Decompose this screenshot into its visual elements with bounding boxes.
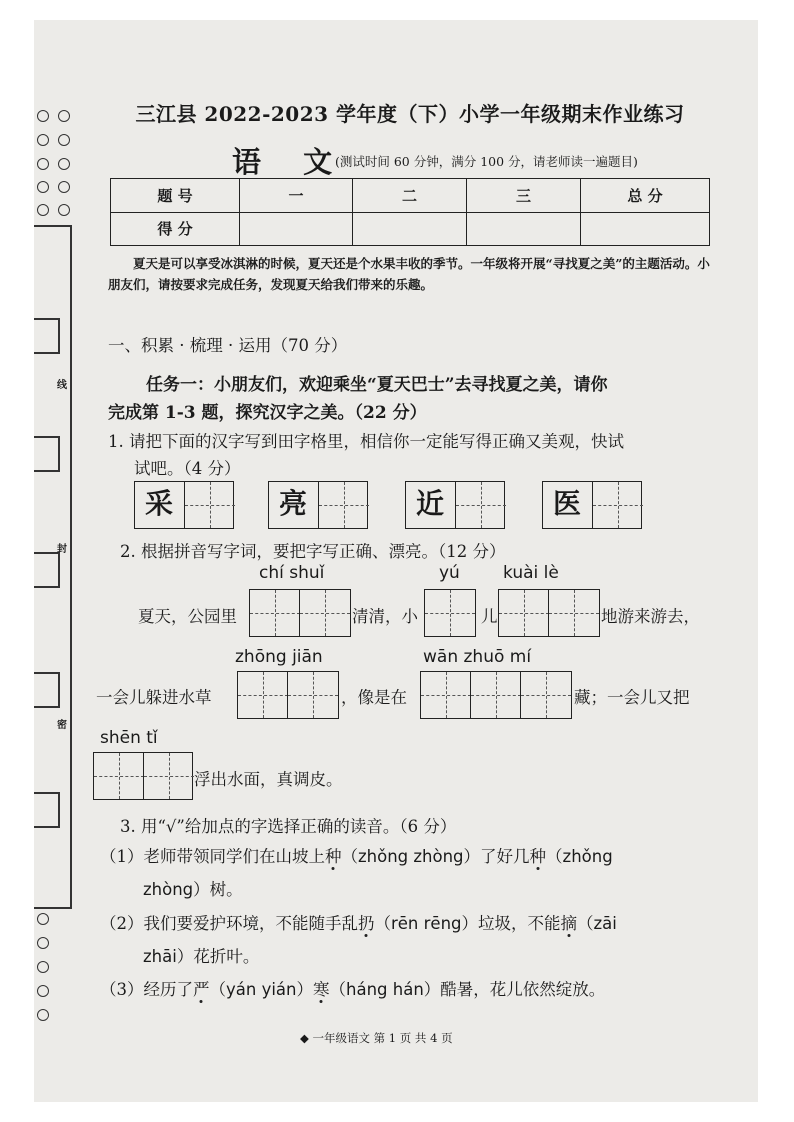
answer-grid (498, 589, 600, 637)
binding-info-box (34, 552, 60, 588)
page-footer: ◆ 一年级语文 第 1 页 共 4 页 (300, 1031, 453, 1045)
sample-char: 近 (415, 487, 444, 520)
task1-text: 任务一：小朋友们，欢迎乘坐“夏天巴士”去寻找夏之美，请你 (146, 375, 608, 395)
q2-text: 清清，小 (352, 607, 418, 626)
q2-text: 一会儿躲进水草 (96, 688, 212, 707)
writing-cell[interactable] (250, 590, 300, 636)
answer-grid (424, 589, 476, 637)
writing-cell[interactable] (425, 590, 475, 636)
score-cell[interactable] (240, 212, 353, 246)
writing-cell[interactable] (300, 590, 350, 636)
dotted-char: 摘 (560, 914, 578, 933)
binding-hole-icon (58, 134, 70, 146)
q2-text: 夏天，公园里 (138, 607, 237, 626)
pinyin-label: wān zhuō mí (423, 647, 532, 667)
binding-label-seal: 封 (57, 544, 67, 555)
writing-cell[interactable] (185, 482, 235, 528)
binding-hole-icon (37, 937, 49, 949)
binding-hole-icon (58, 181, 70, 193)
writing-cell[interactable] (144, 753, 194, 799)
sample-char: 亮 (278, 487, 307, 520)
q2-text: 儿 (481, 607, 498, 626)
score-table-row (111, 212, 710, 246)
dotted-char: 寒 (313, 980, 330, 999)
q3-prompt: 3. 用“√”给加点的字选择正确的读音。（6 分） (120, 817, 457, 836)
score-table-header: 题 号 (111, 179, 240, 213)
binding-hole-icon (37, 985, 49, 997)
sample-char: 采 (144, 487, 173, 520)
score-row-label: 得 分 (111, 212, 240, 246)
pinyin-label: zhōng jiān (235, 647, 323, 667)
dotted-char: 严 (193, 980, 210, 999)
binding-info-box (34, 318, 60, 354)
q2-prompt: 2. 根据拼音写字词，要把字写正确、漂亮。（12 分） (120, 542, 506, 561)
binding-info-box (34, 672, 60, 708)
writing-cell[interactable] (471, 672, 521, 718)
q3-item-cont: zhāi）花折叶。 (143, 947, 260, 966)
section-heading: 一、积累 · 梳理 · 运用（70 分） (108, 336, 348, 355)
q2-text: 地游来游去， (601, 607, 700, 626)
q2-text: ，像是在 (341, 688, 407, 707)
subject-note: (测试时间 60 分钟，满分 100 分，请老师读一遍题目) (335, 154, 638, 169)
tianzige-box (542, 481, 642, 529)
task1-text: 完成第 1-3 题，探究汉字之美。（22 分） (108, 403, 427, 423)
q2-text: 浮出水面，真调皮。 (194, 770, 343, 789)
pinyin-label: kuài lè (503, 563, 559, 583)
binding-info-box (34, 436, 60, 472)
binding-hole-icon (37, 1009, 49, 1021)
answer-grid (93, 752, 193, 800)
dotted-char: 种 (529, 847, 547, 866)
binding-hole-icon (37, 158, 49, 170)
answer-grid (237, 671, 339, 719)
binding-hole-icon (37, 961, 49, 973)
score-cell[interactable] (353, 212, 467, 246)
exam-title: 三江县 2022-2023 学年度（下）小学一年级期末作业练习 (135, 102, 685, 126)
tianzige-box (405, 481, 505, 529)
pinyin-label: yú (439, 563, 460, 583)
score-cell[interactable] (467, 212, 581, 246)
binding-hole-icon (37, 181, 49, 193)
q1-prompt: 1. 请把下面的汉字写到田字格里，相信你一定能写得正确又美观，快试 (108, 432, 624, 451)
binding-hole-icon (58, 158, 70, 170)
q2-text: 藏；一会儿又把 (574, 688, 690, 707)
subject-name: 语 文 (232, 145, 349, 179)
binding-hole-icon (37, 110, 49, 122)
dotted-char: 种 (325, 847, 342, 866)
score-table-header: 二 (353, 179, 467, 213)
score-table-row (111, 179, 710, 213)
intro-paragraph: 夏天是可以享受冰淇淋的时候，夏天还是个水果丰收的季节。一年级将开展“寻找夏之美”的主题活动。小朋友们，请按要求完成任务，发现夏天给我们带来的乐趣。 (108, 256, 710, 292)
writing-cell[interactable] (456, 482, 506, 528)
binding-label-line: 线 (57, 380, 67, 391)
writing-cell[interactable] (94, 753, 144, 799)
tianzige-box (134, 481, 234, 529)
q1-prompt: 试吧。（4 分） (134, 459, 241, 478)
binding-hole-icon (58, 204, 70, 216)
pinyin-label: shēn tǐ (100, 728, 158, 748)
writing-cell[interactable] (238, 672, 288, 718)
answer-grid (249, 589, 351, 637)
q3-item: （1）老师带领同学们在山坡上种（zhǒng zhòng）了好几种（zhǒng (100, 847, 613, 866)
writing-cell[interactable] (319, 482, 369, 528)
score-table-header: 总 分 (581, 179, 710, 213)
score-table (110, 178, 710, 246)
binding-hole-icon (58, 110, 70, 122)
score-table-header: 一 (240, 179, 353, 213)
sample-char: 医 (552, 487, 581, 520)
writing-cell[interactable] (521, 672, 571, 718)
score-cell[interactable] (581, 212, 710, 246)
writing-cell[interactable] (288, 672, 338, 718)
dotted-char: 扔 (358, 914, 375, 933)
writing-cell[interactable] (421, 672, 471, 718)
pinyin-label: chí shuǐ (259, 563, 325, 583)
writing-cell[interactable] (593, 482, 643, 528)
q3-item: （2）我们要爱护环境，不能随手乱扔（rēn rēng）垃圾，不能摘（zāi (100, 914, 617, 933)
binding-hole-icon (37, 204, 49, 216)
binding-info-box (34, 792, 60, 828)
tianzige-box (268, 481, 368, 529)
binding-hole-icon (37, 134, 49, 146)
answer-grid (420, 671, 572, 719)
q3-item: （3）经历了严（yán yián）寒（háng hán）酷暑，花儿依然绽放。 (100, 980, 606, 999)
writing-cell[interactable] (549, 590, 599, 636)
writing-cell[interactable] (499, 590, 549, 636)
binding-label-secret: 密 (57, 720, 67, 731)
binding-hole-icon (37, 913, 49, 925)
score-table-header: 三 (467, 179, 581, 213)
q3-item-cont: zhòng）树。 (143, 880, 243, 899)
